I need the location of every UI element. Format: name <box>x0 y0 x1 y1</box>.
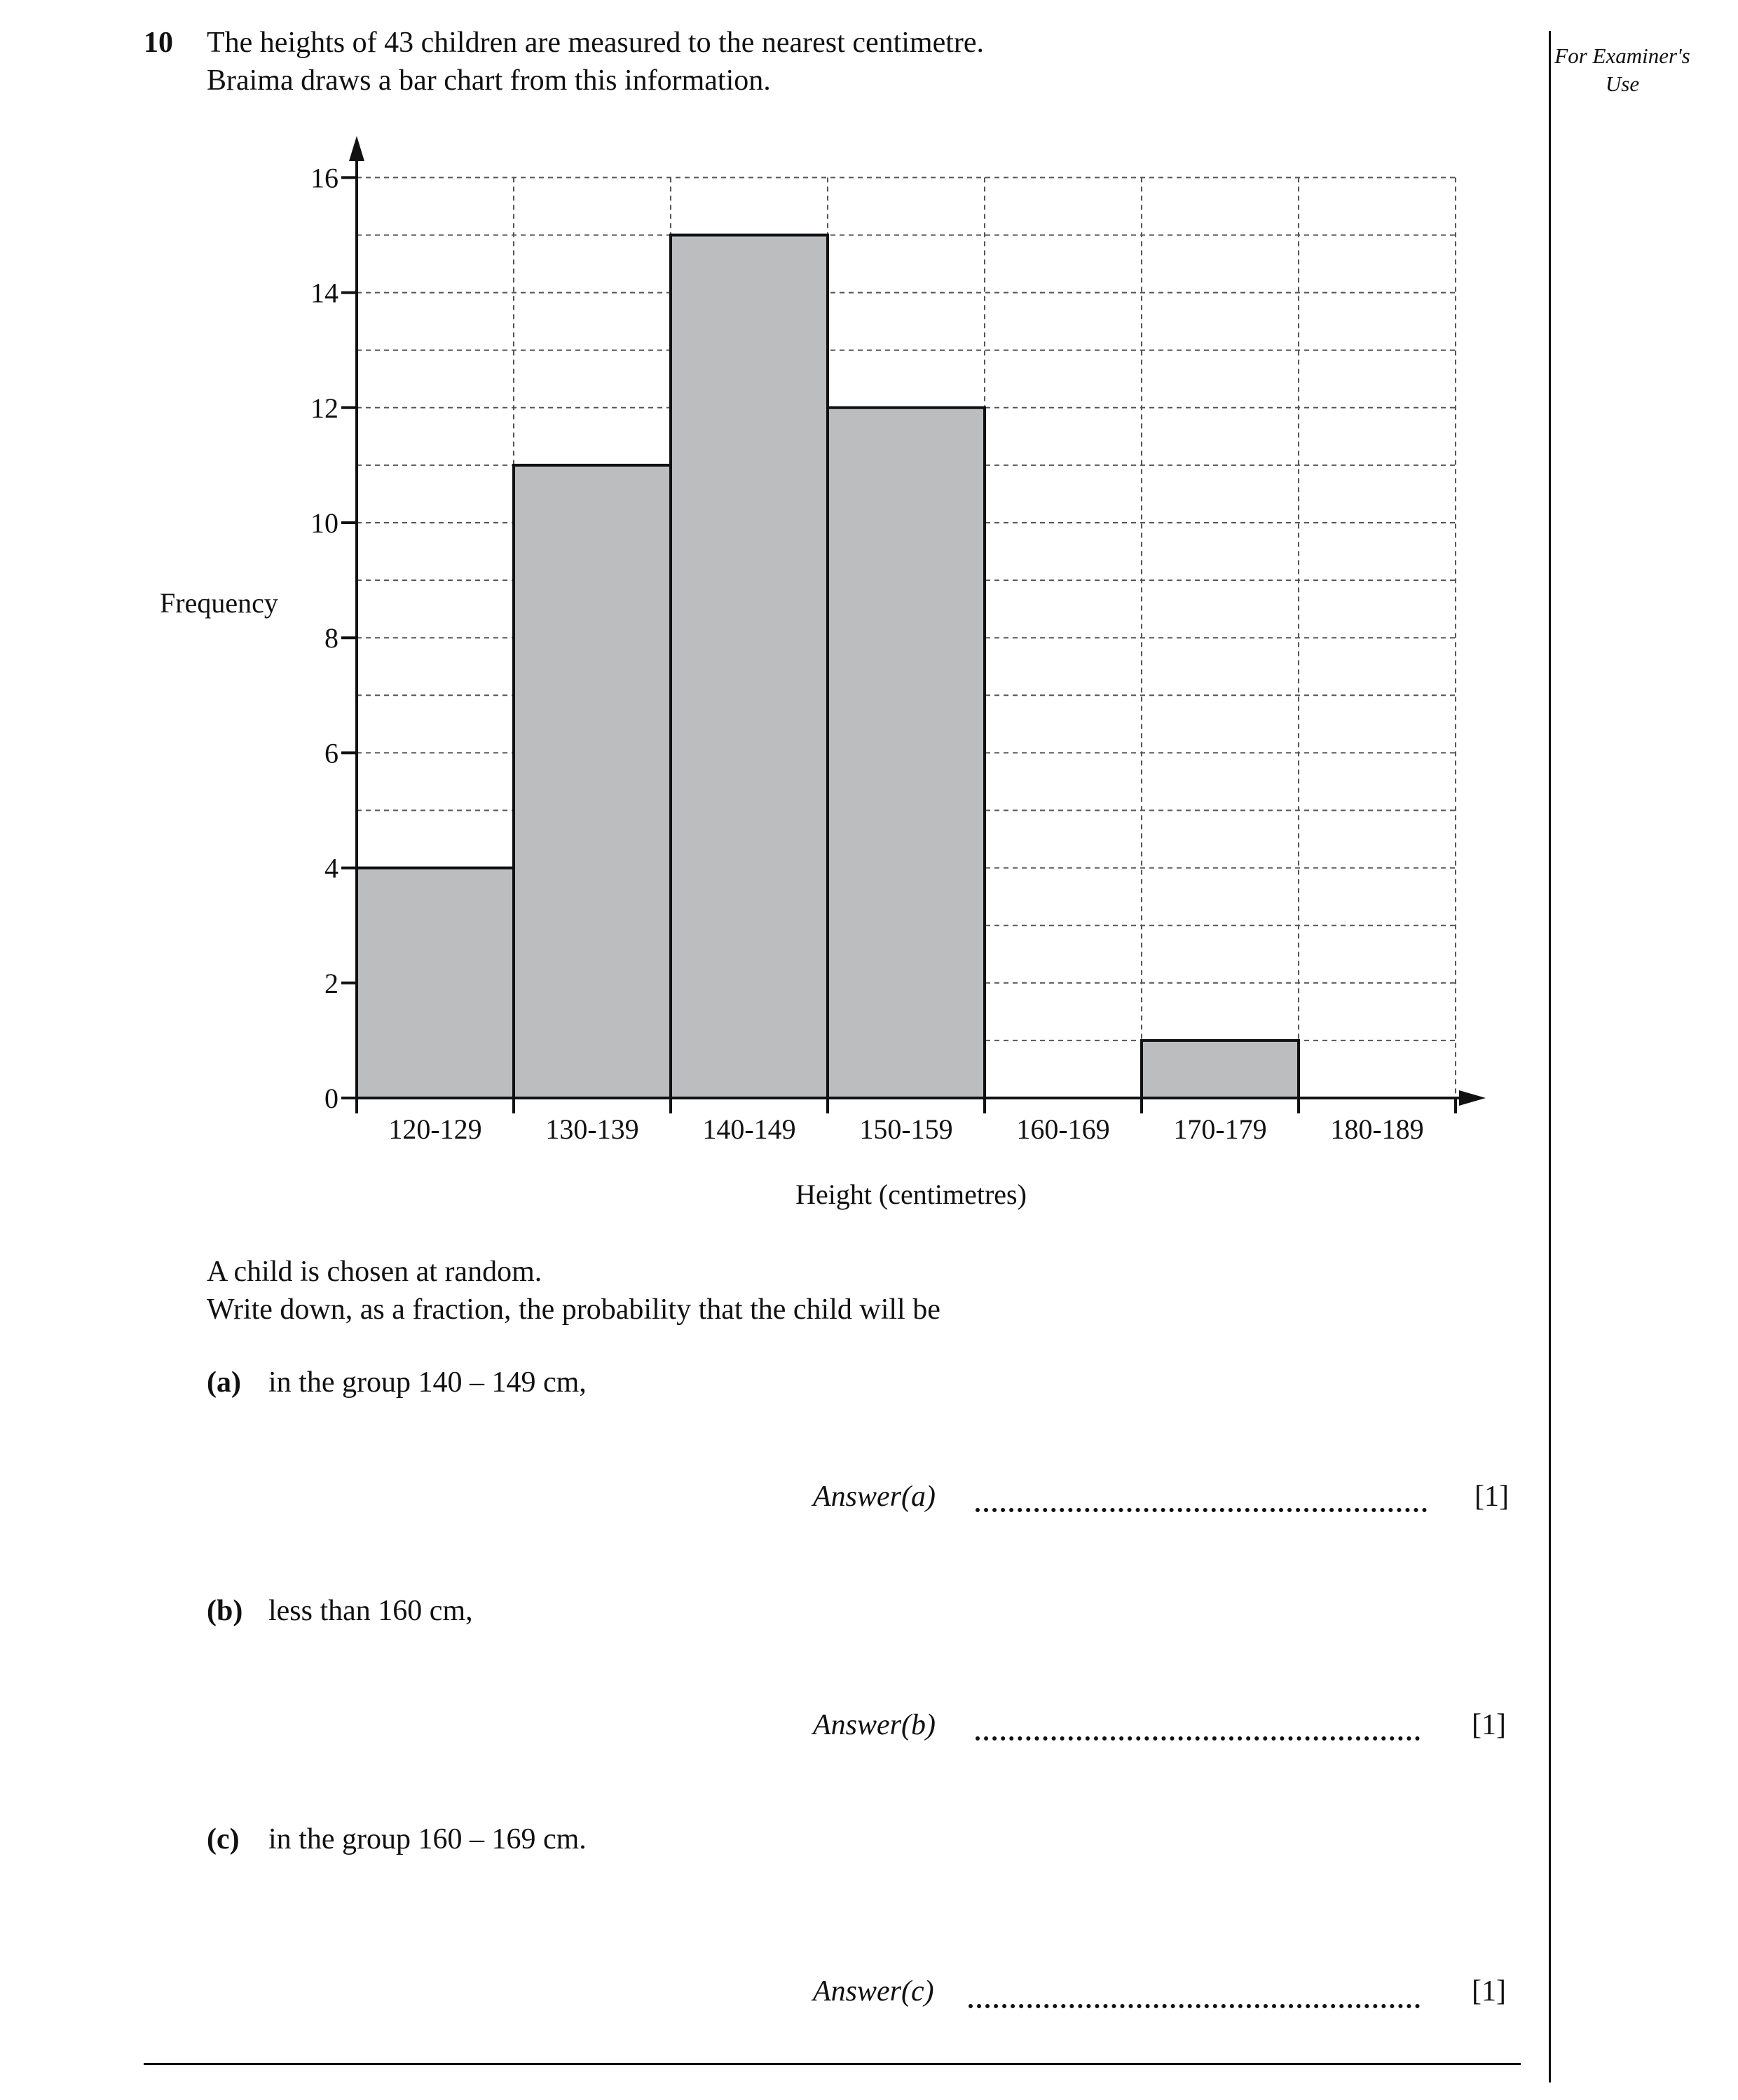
y-tick-label: 8 <box>324 622 338 654</box>
x-axis-arrow <box>1459 1090 1486 1106</box>
x-tick-label: 150-159 <box>859 1113 953 1145</box>
y-tick-label: 4 <box>324 852 338 884</box>
intro-line1: A child is chosen at random. <box>207 1256 542 1288</box>
part-a-text: in the group 140 – 149 cm, <box>268 1366 587 1399</box>
y-axis-arrow <box>349 136 364 161</box>
part-a-label: (a) <box>207 1366 241 1399</box>
x-tick-label: 130-139 <box>545 1113 639 1145</box>
y-axis-label: Frequency <box>160 587 278 619</box>
chart-bars <box>357 235 1299 1099</box>
bar <box>514 465 671 1098</box>
y-tick-label: 2 <box>324 967 338 999</box>
bar <box>1142 1041 1299 1098</box>
y-tick-label: 16 <box>310 162 338 194</box>
x-tick-label: 140-149 <box>702 1113 796 1145</box>
part-b-label: (b) <box>207 1595 243 1627</box>
answer-c-label: Answer(c) <box>813 1975 934 2008</box>
bar <box>357 868 514 1098</box>
x-tick-label: 120-129 <box>388 1113 482 1145</box>
question-text-line1: The heights of 43 children are measured to the nearest centimetre. <box>207 27 985 59</box>
answer-c-marks: [1] <box>1472 1975 1506 2008</box>
x-tick-label: 160-169 <box>1016 1113 1110 1145</box>
x-axis-label: Height (centimetres) <box>795 1179 1027 1210</box>
x-tick-label: 180-189 <box>1330 1113 1424 1145</box>
answer-a-line[interactable] <box>976 1508 1427 1512</box>
intro-line2: Write down, as a fraction, the probability that the child will be <box>207 1293 940 1326</box>
y-tick-label: 6 <box>324 737 338 769</box>
examiner-use-note: For Examiner's Use <box>1554 43 1690 96</box>
page-bottom-rule <box>144 2063 1521 2065</box>
question-number: 10 <box>144 27 173 59</box>
bar <box>828 408 985 1098</box>
y-tick-label: 12 <box>310 392 338 424</box>
y-tick-label: 0 <box>324 1083 338 1114</box>
y-tick-label: 14 <box>310 277 338 309</box>
bar <box>671 235 828 1099</box>
answer-b-label: Answer(b) <box>813 1709 936 1741</box>
answer-b-line[interactable] <box>976 1736 1420 1741</box>
part-b-text: less than 160 cm, <box>268 1595 473 1627</box>
question-text-line2: Braima draws a bar chart from this information. <box>207 64 771 97</box>
answer-b-marks: [1] <box>1472 1709 1506 1741</box>
answer-a-marks: [1] <box>1474 1481 1509 1513</box>
x-tick-label: 170-179 <box>1173 1113 1267 1145</box>
part-c-text: in the group 160 – 169 cm. <box>268 1823 587 1855</box>
answer-c-line[interactable] <box>969 2004 1420 2008</box>
part-c-label: (c) <box>207 1823 240 1855</box>
y-tick-label: 10 <box>310 507 338 539</box>
answer-a-label: Answer(a) <box>813 1481 936 1513</box>
